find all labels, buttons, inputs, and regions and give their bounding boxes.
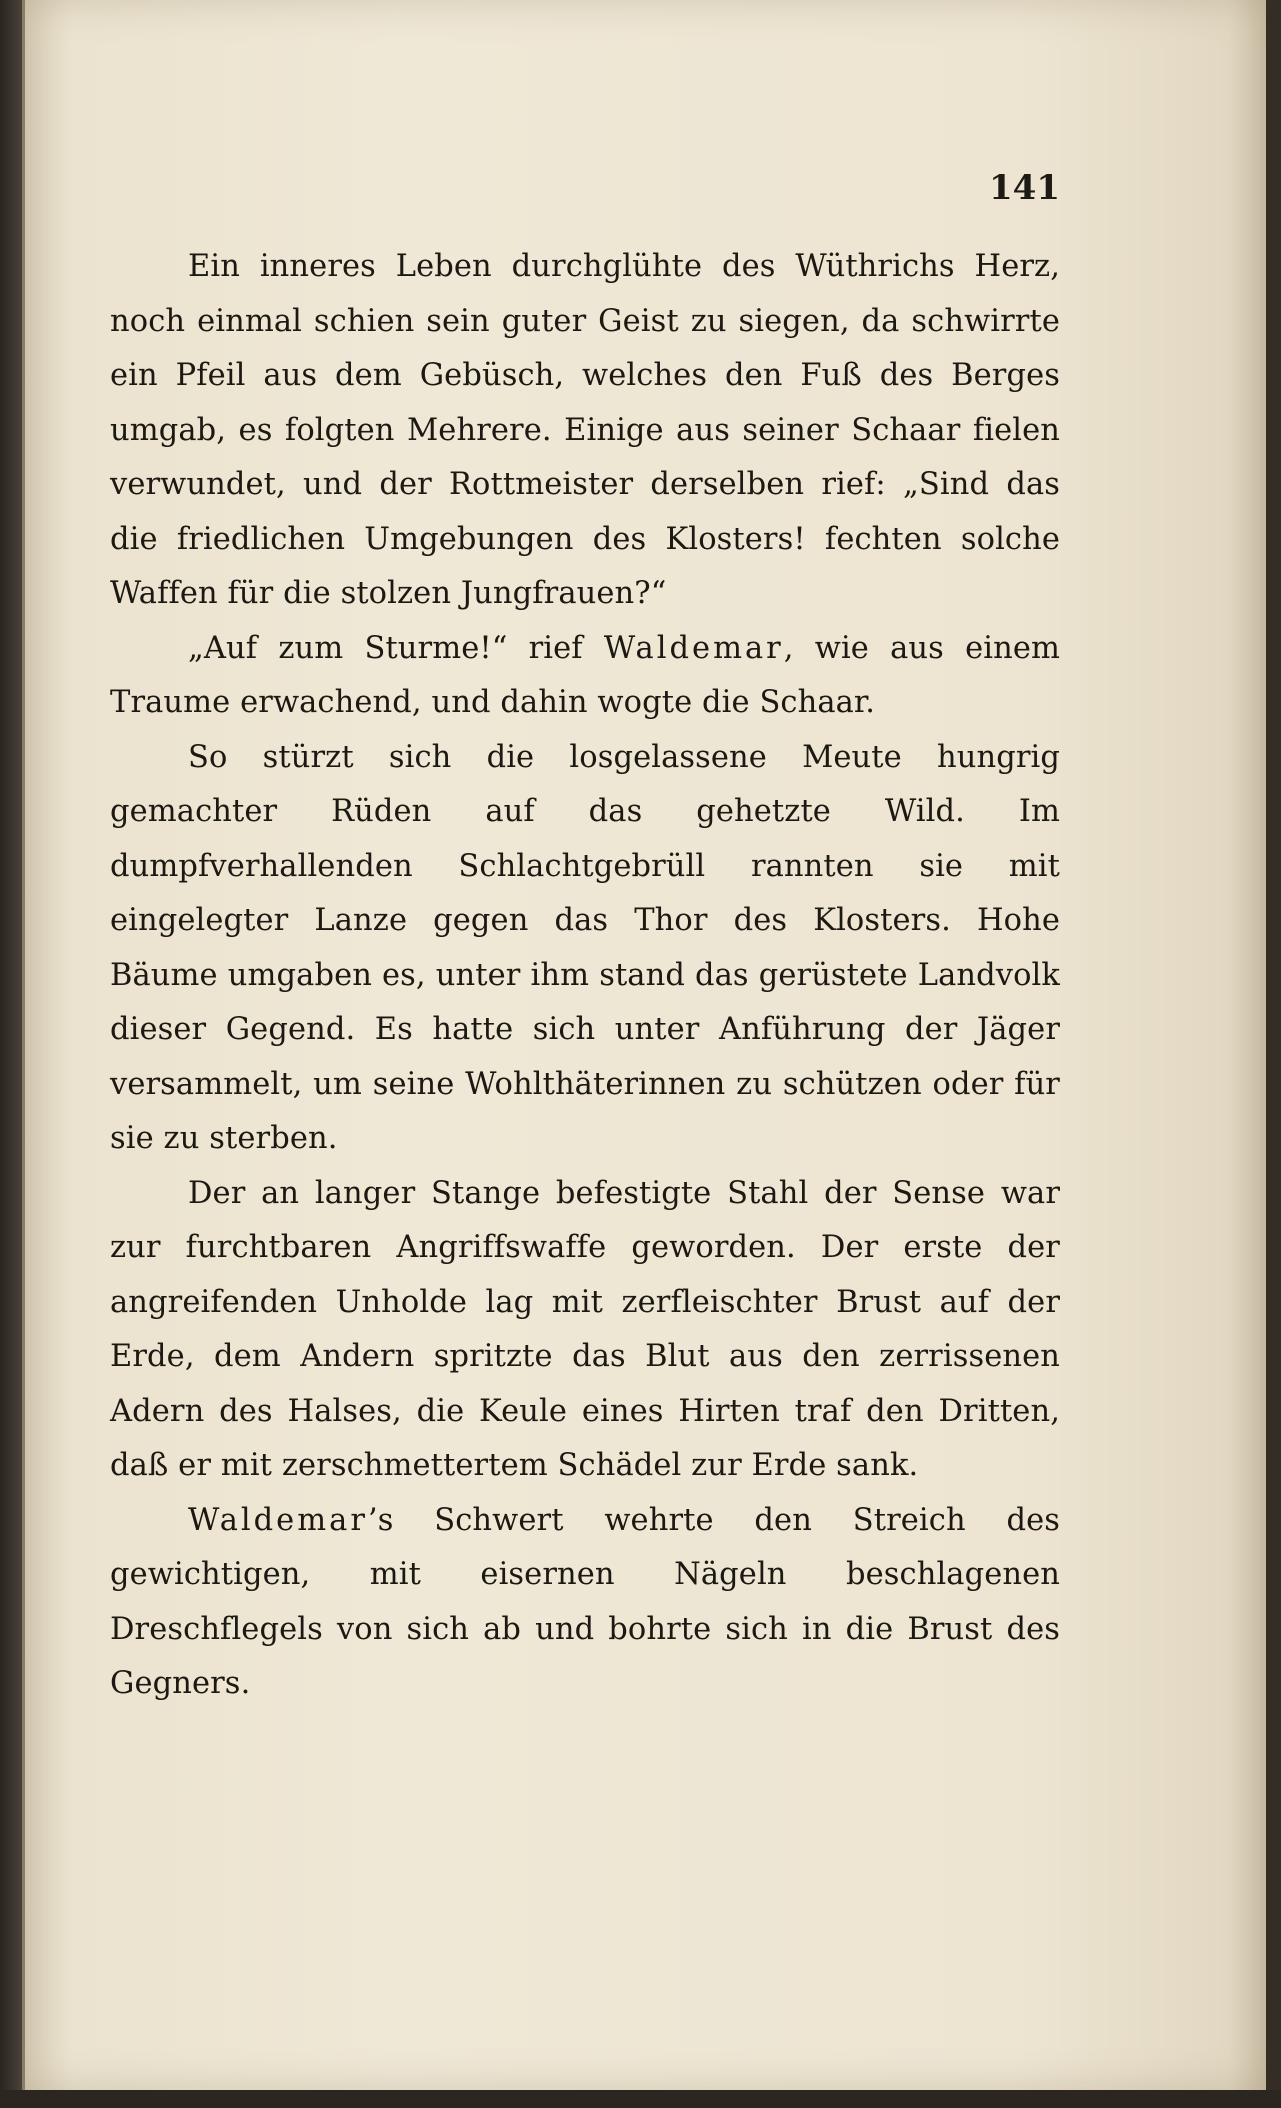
text-run: So stürzt sich die losgelassene Meute hungrig gemachter Rüden auf das gehetzte Wild. Im dumpfverhallenden Schlachtgebrüll rannten sie mit eingelegter Lanze gegen das Thor des Klosters. Hohe Bäume umgaben es, unter ihm stand das gerüstete Landvolk dieser Gegend. Es hatte sich unter Anführung der Jäger versammelt, um seine Wohlthäterinnen zu schützen oder für sie zu sterben. bbox=[110, 739, 1060, 1156]
paragraph-4 bbox=[110, 1167, 1060, 1494]
character-name-waldemar: Waldemar bbox=[188, 1502, 368, 1538]
character-name-waldemar: Waldemar bbox=[603, 630, 784, 666]
book-spine bbox=[0, 0, 22, 2108]
text-run: , wie aus einem Traume erwachend, und dahin wogte die Schaar. bbox=[110, 630, 1060, 720]
text-run: ’s Schwert wehrte den Streich des gewichtigen, mit eisernen Nägeln beschlagenen Dreschflegels von sich ab und bohrte sich in die Brust des Gegners. bbox=[110, 1502, 1060, 1701]
page-gutter-edge bbox=[22, 0, 25, 2090]
paragraph-3 bbox=[110, 731, 1060, 1167]
page-number: 141 bbox=[989, 168, 1060, 208]
text-run: Ein inneres Leben durchglühte des Wüthrichs Herz, noch einmal schien sein guter Geist zu siegen, da schwirrte ein Pfeil aus dem Gebüsch, welches den Fuß des Berges umgab, es folgten Mehrere. Einige aus seiner Schaar fielen verwundet, und der Rottmeister derselben rief: „Sind das die friedlichen Umgebungen des Klosters! fechten solche Waffen für die stolzen Jungfrauen?“ bbox=[110, 249, 1060, 611]
text-run: Der an langer Stange befestigte Stahl der Sense war zur furchtbaren Angriffswaffe geworden. Der erste der angreifenden Unholde lag mit zerfleischter Brust auf der Erde, dem Andern spritzte das Blut aus den zerrissenen Adern des Halses, die Keule eines Hirten traf den Dritten, daß er mit zerschmettertem Schädel zur Erde sank. bbox=[110, 1175, 1060, 1483]
page-right-edge bbox=[1266, 0, 1281, 2108]
paragraph-1 bbox=[110, 240, 1060, 622]
page-bottom-edge bbox=[0, 2090, 1281, 2108]
paragraph-2 bbox=[110, 622, 1060, 731]
paragraph-5 bbox=[110, 1494, 1060, 1712]
body-text bbox=[110, 240, 1060, 1712]
text-run: „Auf zum Sturme!“ rief bbox=[188, 630, 604, 666]
